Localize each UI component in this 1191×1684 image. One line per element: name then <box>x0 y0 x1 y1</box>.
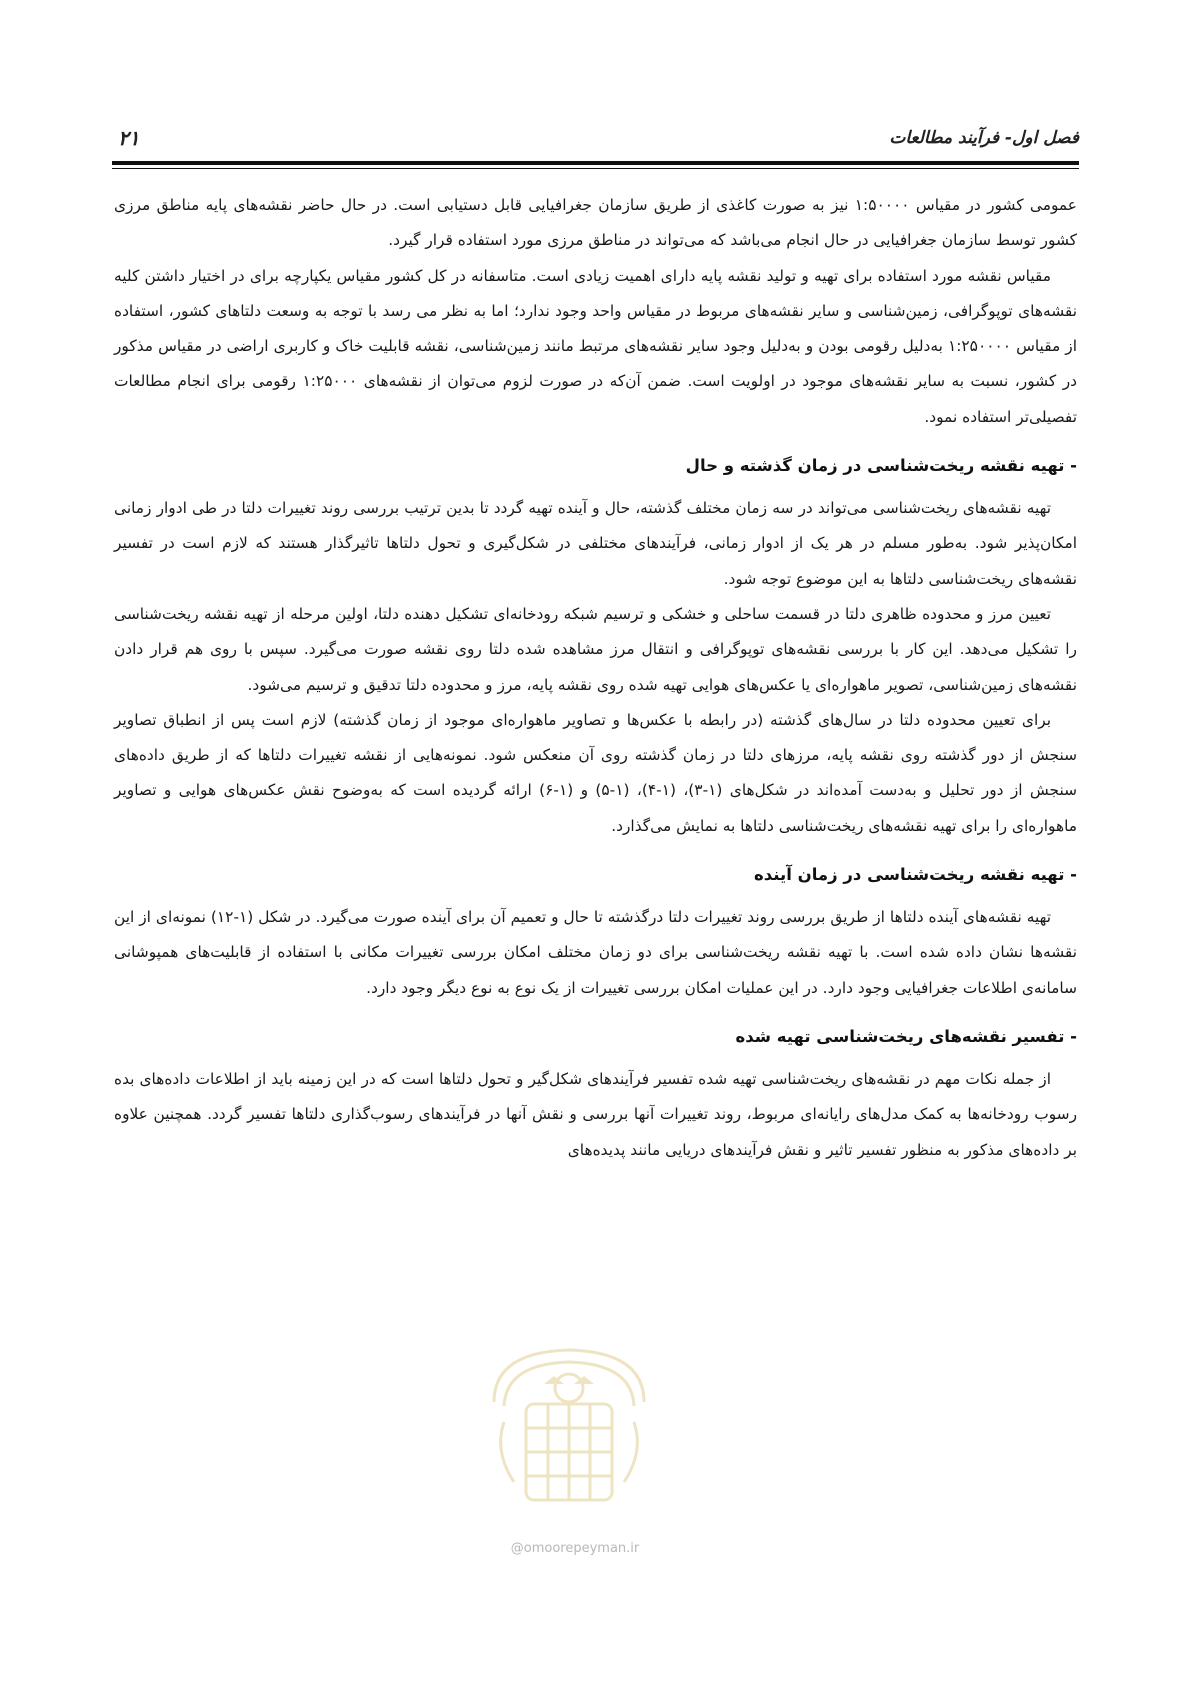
paragraph: از جمله نکات مهم در نقشه‌های ریخت‌شناسی تهیه شده تفسیر فرآیندهای شکل‌گیر و تحول دلتاها است که در این زمینه باید از اطلاعات داده‌های بده رسوب رودخانه‌ها به کمک مدل‌های رایانه‌ای مربوط، روند تغییرات آنها بررسی و نقش آنها در فرآیندهای رسوب‌گذاری دلتاها تفسیر گردد. همچنین علاوه بر داده‌های مذکور به منظور تفسیر تاثیر و نقش فرآیندهای دریایی مانند پدیده‌های <box>114 1069 1077 1159</box>
section-heading: - تهیه نقشه ریخت‌شناسی در زمان آینده <box>754 865 1077 885</box>
page-number: ۲۱ <box>118 126 140 150</box>
paragraph: تهیه نقشه‌های ریخت‌شناسی می‌تواند در سه زمان مختلف گذشته، حال و آینده تهیه گردد تا بدین ترتیب بررسی روند تغییرات دلتا در طی ادوار زمانی امکان‌پذیر شود. به‌طور مسلم در هر یک از ادوار زمانی، فرآیندهای مختلفی در شکل‌گیری و تحول دلتاها تاثیرگذار هستند که لازم است در تفسیر نقشه‌های ریخت‌شناسی دلتاها به این موضوع توجه شود. <box>114 499 1077 588</box>
paragraph: برای تعیین محدوده دلتا در سال‌های گذشته (در رابطه با عکس‌ها و تصاویر ماهواره‌ای موجود از زمان گذشته) لازم است پس از انطباق تصاویر سنجش از دور گذشته روی نقشه پایه، مرزهای دلتا در زمان گذشته روی آن منعکس شود. نمونه‌هایی از نقشه تغییرات دلتاها که از طریق داده‌های سنجش از دور تحلیل و به‌دست آمده‌اند در شکل‌های (۱-۳)، (۱-۴)، (۱-۵) و (۱-۶) ارائه گردیده است که به‌وضوح نقش عکس‌های هوایی و تصاویر ماهواره‌ای را برای تهیه نقشه‌های ریخت‌شناسی دلتاها به نمایش می‌گذارد. <box>114 710 1077 835</box>
header-rule <box>112 161 1079 165</box>
watermark-site: @omoorepeyman.ir <box>510 1541 640 1556</box>
paragraph: تهیه نقشه‌های آینده دلتاها از طریق بررسی روند تغییرات دلتا درگذشته تا حال و تعمیم آن برای آینده صورت می‌گیرد. در شکل (۱-۱۲) نمونه‌ای از این نقشه‌ها نشان داده شده است. با تهیه نقشه ریخت‌شناسی برای دو زمان مختلف امکان بررسی تغییرات مکانی با استفاده از قابلیت‌های همپوشانی سامانه‌ی اطلاعات جغرافیایی وجود دارد. در این عملیات امکان بررسی تغییرات از یک نوع به نوع دیگر وجود دارد. <box>114 908 1077 997</box>
body-text <box>114 188 1077 1168</box>
section-heading: - تفسیر نقشه‌های ریخت‌شناسی تهیه شده <box>735 1026 1077 1046</box>
paragraph: تعیین مرز و محدوده ظاهری دلتا در قسمت ساحلی و خشکی و ترسیم شبکه رودخانه‌ای تشکیل دهنده دلتا، اولین مرحله از تهیه نقشه ریخت‌شناسی را تشکیل می‌دهد. این کار با بررسی نقشه‌های توپوگرافی و انتقال مرز مشاهده شده دلتا روی نقشه صورت می‌گیرد. سپس با روی هم قرار دادن نقشه‌های زمین‌شناسی، تصویر ماهواره‌ای یا عکس‌های هوایی تهیه شده روی نقشه پایه، مرز و محدوده دلتا تدقیق و ترسیم می‌شود. <box>114 604 1077 694</box>
section-heading: - تهیه نقشه ریخت‌شناسی در زمان گذشته و حال <box>685 456 1077 476</box>
paragraph: مقیاس نقشه مورد استفاده برای تهیه و تولید نقشه پایه دارای اهمیت زیادی است. متاسفانه در کل کشور مقیاس یکپارچه برای در اختیار داشتن کلیه نقشه‌های توپوگرافی، زمین‌شناسی و سایر نقشه‌های مربوط در مقیاس واحد وجود ندارد؛ اما به نظر می رسد با توجه به وسعت دلتاهای کشور، استفاده از مقیاس ۱:۲۵۰۰۰۰ به‌دلیل رقومی بودن و به‌دلیل وجود سایر نقشه‌های مرتبط مانند زمین‌شناسی، نقشه قابلیت خاک و کاربری اراضی در مقیاس مذکور در کشور، نسبت به سایر نقشه‌های موجود در اولویت است. ضمن آن‌که در صورت لزوم می‌توان از نقشه‌های ۱:۲۵۰۰۰ رقومی برای انجام مطالعات تفصیلی‌تر استفاده نمود. <box>114 266 1077 426</box>
chapter-title: فصل اول- فرآیند مطالعات <box>889 128 1079 148</box>
running-header <box>112 126 1079 166</box>
header-rule-thin <box>112 168 1079 169</box>
paragraph: عمومی کشور در مقیاس ۱:۵۰۰۰۰ نیز به صورت کاغذی از طریق سازمان جغرافیایی قابل دستیابی است. در حال حاضر نقشه‌های پایه مناطق مرزی کشور توسط سازمان جغرافیایی در حال انجام می‌باشد که می‌تواند در مناطق مرزی مورد استفاده قرار گیرد. <box>114 196 1077 250</box>
watermark-seal-icon <box>474 1332 664 1522</box>
